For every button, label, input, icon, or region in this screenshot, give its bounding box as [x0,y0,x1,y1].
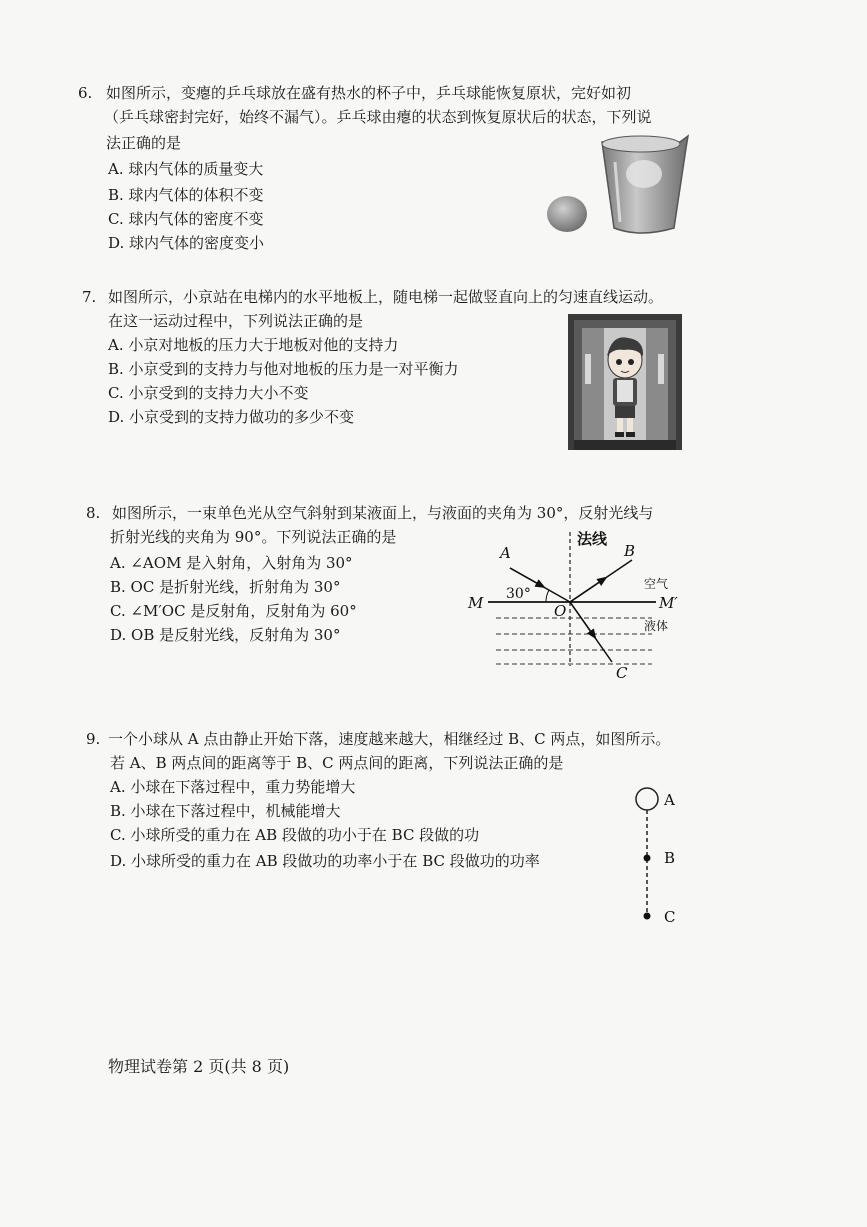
q8-option-b: B. OC 是折射光线，折射角为 30° [110,578,341,596]
q6-option-b: B. 球内气体的体积不变 [108,186,264,204]
point-o-label: O [554,602,567,620]
q6-line-3: 法正确的是 [106,134,182,152]
page-footer: 物理试卷第 2 页(共 8 页) [108,1057,290,1076]
cup-icon [602,136,688,233]
ball-a-label: A [664,791,675,809]
q8-option-a: A. ∠AOM 是入射角，入射角为 30° [110,554,353,572]
elevator-door-right [646,328,668,440]
q8-option-c: C. ∠M′OC 是反射角，反射角为 60° [110,602,357,620]
q6-figure [540,132,700,242]
q8-figure [460,526,690,684]
q7-option-b: B. 小京受到的支持力与他对地板的压力是一对平衡力 [108,360,459,378]
point-b-label: B [624,542,636,560]
q7-option-a: A. 小京对地板的压力大于地板对他的支持力 [108,336,399,354]
q8-number: 8. [86,504,101,522]
liquid-label: 液体 [644,619,669,633]
q9-line-2: 若 A、B 两点间的距离等于 B、C 两点间的距离，下列说法正确的是 [110,754,564,772]
q8-option-d: D. OB 是反射光线，反射角为 30° [110,626,341,644]
q9-option-a: A. 小球在下落过程中，重力势能增大 [110,778,356,796]
ball-c-label: C [664,908,676,926]
point-m-prime-label: M′ [659,594,678,612]
air-label: 空气 [644,577,669,591]
point-m-label: M [468,594,484,612]
normal-label: 法线 [577,530,608,548]
ball-icon [636,788,658,810]
point-b-dot [644,855,651,862]
q9-option-d: D. 小球所受的重力在 AB 段做功的功率小于在 BC 段做功的功率 [110,852,540,870]
q6-option-c: C. 球内气体的密度不变 [108,210,264,228]
point-a-label: A [500,544,511,562]
q7-number: 7. [82,288,97,306]
q7-line-2: 在这一运动过程中，下列说法正确的是 [108,312,364,330]
angle-label: 30° [506,586,531,602]
angle-arc [546,590,549,602]
q6-option-a: A. 球内气体的质量变大 [108,160,264,178]
q9-option-b: B. 小球在下落过程中，机械能增大 [110,802,341,820]
q7-figure [568,314,682,450]
q6-line-2: （乒乓球密封完好，始终不漏气）。乒乓球由瘪的状态到恢复原状后的状态，下列说 [104,108,652,126]
dented-ball-icon [547,196,587,232]
point-c-label: C [616,664,628,682]
q6-number: 6. [78,84,93,102]
q7-line-1: 如图所示，小京站在电梯内的水平地板上，随电梯一起做竖直向上的匀速直线运动。 [108,288,664,306]
q8-line-2: 折射光线的夹角为 90°。下列说法正确的是 [110,528,397,546]
q6-option-d: D. 球内气体的密度变小 [108,234,265,252]
q9-figure [626,782,696,932]
q9-line-1: 一个小球从 A 点由静止开始下落，速度越来越大，相继经过 B、C 两点，如图所示。 [108,730,671,748]
ball-b-label: B [664,849,676,867]
q7-option-c: C. 小京受到的支持力大小不变 [108,384,309,402]
q9-option-c: C. 小球所受的重力在 AB 段做的功小于在 BC 段做的功 [110,826,480,844]
q6-line-1: 如图所示，变瘪的乒乓球放在盛有热水的杯子中，乒乓球能恢复原状，完好如初 [106,84,632,102]
q8-line-1: 如图所示，一束单色光从空气斜射到某液面上，与液面的夹角为 30°，反射光线与 [112,504,654,522]
liquid-region [496,618,652,664]
q9-number: 9. [86,730,101,748]
point-c-dot [644,913,651,920]
q7-option-d: D. 小京受到的支持力做功的多少不变 [108,408,355,426]
